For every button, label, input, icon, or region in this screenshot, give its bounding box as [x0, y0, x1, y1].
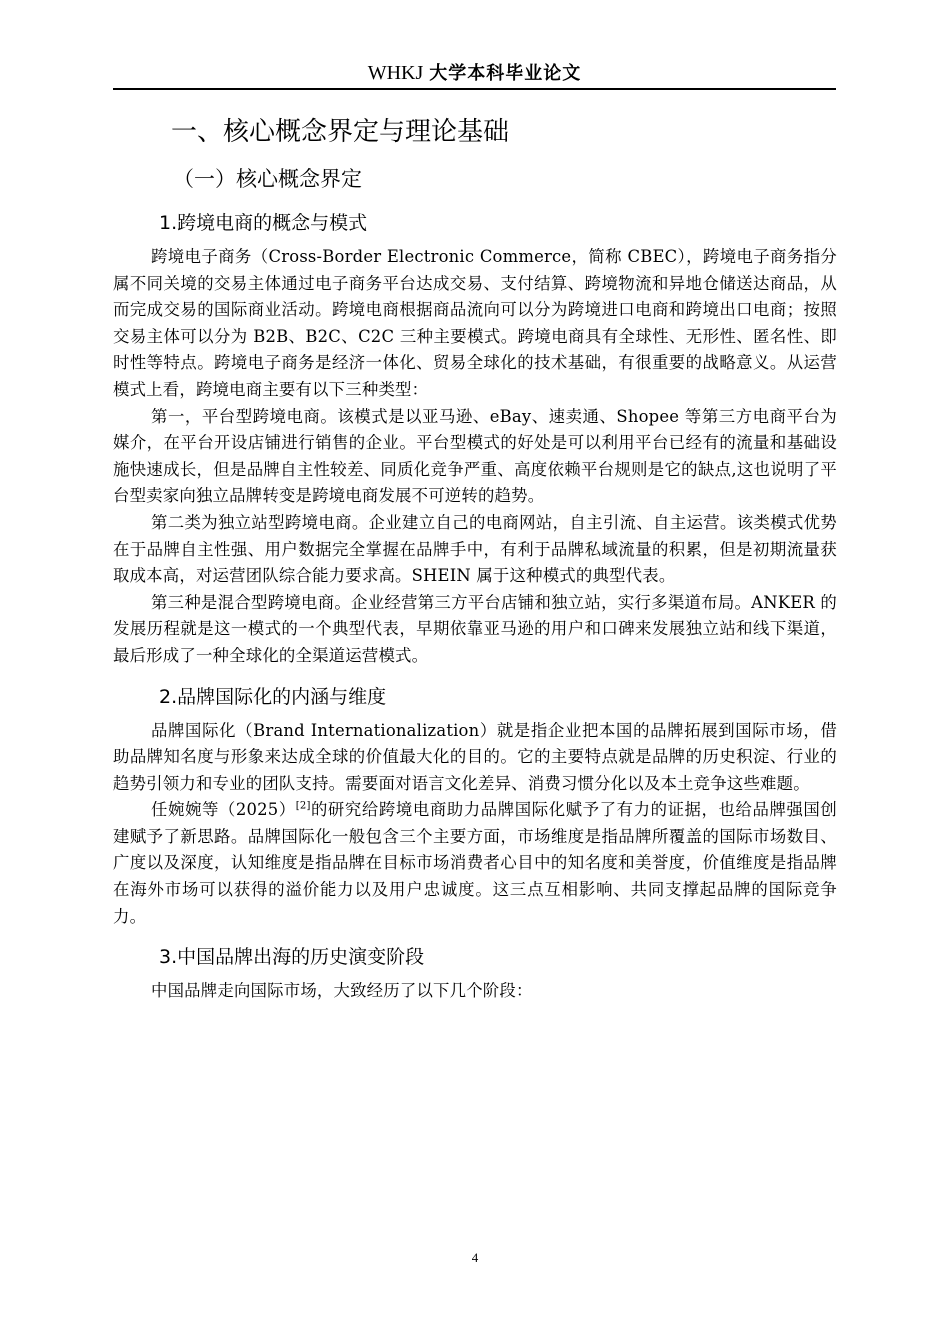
page-content	[113, 100, 837, 1005]
section-heading: （一）核心概念界定	[173, 167, 362, 191]
header-title: 大学本科毕业论文	[429, 63, 582, 84]
subsection-heading-3: 3.中国品牌出海的历史演变阶段	[159, 946, 425, 969]
paragraph: 第一，平台型跨境电商。该模式是以亚马逊、eBay、速卖通、Shopee 等第三方电商平台为媒介，在平台开设店铺进行销售的企业。平台型模式的好处是可以利用平台已经有的流量和基础设施快速成长，但是品牌自主性较差、同质化竞争严重、高度依赖平台规则是它的缺点,这也说明了平台型卖家向独立品牌转变是跨境电商发展不可逆转的趋势。	[113, 406, 837, 506]
paragraph: 品牌国际化（Brand Internationalization）就是指企业把本国的品牌拓展到国际市场，借助品牌知名度与形象来达成全球的价值最大化的目的。它的主要特点就是品牌的历史积淀、行业的趋势引领力和专业的团队支持。需要面对语言文化差异、消费习惯分化以及本土竞争这些难题。	[113, 720, 837, 793]
paragraph: 跨境电子商务（Cross-Border Electronic Commerce，简称 CBEC），跨境电子商务指分属不同关境的交易主体通过电子商务平台达成交易、支付结算、跨境物流和异地仓储送达商品，从而完成交易的国际商业活动。跨境电商根据商品流向可以分为跨境进口电商和跨境出口电商；按照交易主体可以分为 B2B、B2C、C2C 三种主要模式。跨境电商具有全球性、无形性、匿名性、即时性等特点。跨境电子商务是经济一体化、贸易全球化的技术基础，有很重要的战略意义。从运营模式上看，跨境电商主要有以下三种类型：	[113, 247, 837, 399]
citation-text: 任婉婉等（2025）	[151, 800, 296, 820]
subsection-heading-1: 1.跨境电商的概念与模式	[159, 212, 368, 234]
paragraph: 第三种是混合型跨境电商。企业经营第三方平台店铺和独立站，实行多渠道布局。ANKER 的发展历程就是这一模式的一个典型代表，早期依靠亚马逊的用户和口碑来发展独立站和线下渠道，最后形成了一种全球化的全渠道运营模式。	[113, 592, 837, 665]
page-header	[113, 58, 836, 90]
citation-reference[interactable]: [2]	[295, 800, 311, 812]
citation-continuation: 的研究给跨境电商助力品牌国际化赋予了有力的证据，也给品牌强国创建赋予了新思路。品牌国际化一般包含三个主要方面，市场维度是指品牌所覆盖的国际市场数目、广度以及深度，认知维度是指品牌在目标市场消费者心目中的知名度和美誉度，价值维度是指品牌在海外市场可以获得的溢价能力以及用户忠诚度。这三点互相影响、共同支撑起品牌的国际竞争力。	[113, 800, 837, 926]
paragraph-with-citation	[113, 797, 837, 930]
paragraph: 第二类为独立站型跨境电商。企业建立自己的电商网站，自主引流、自主运营。该类模式优势在于品牌自主性强、用户数据完全掌握在品牌手中，有利于品牌私域流量的积累，但是初期流量获取成本高，对运营团队综合能力要求高。SHEIN 属于这种模式的典型代表。	[113, 512, 837, 586]
header-code: WHKJ	[367, 62, 424, 84]
page-number: 4	[471, 1250, 479, 1265]
paragraph: 中国品牌走向国际市场，大致经历了以下几个阶段：	[151, 981, 533, 1001]
subsection-heading-2: 2.品牌国际化的内涵与维度	[159, 685, 387, 708]
chapter-heading: 一、核心概念界定与理论基础	[171, 117, 510, 147]
